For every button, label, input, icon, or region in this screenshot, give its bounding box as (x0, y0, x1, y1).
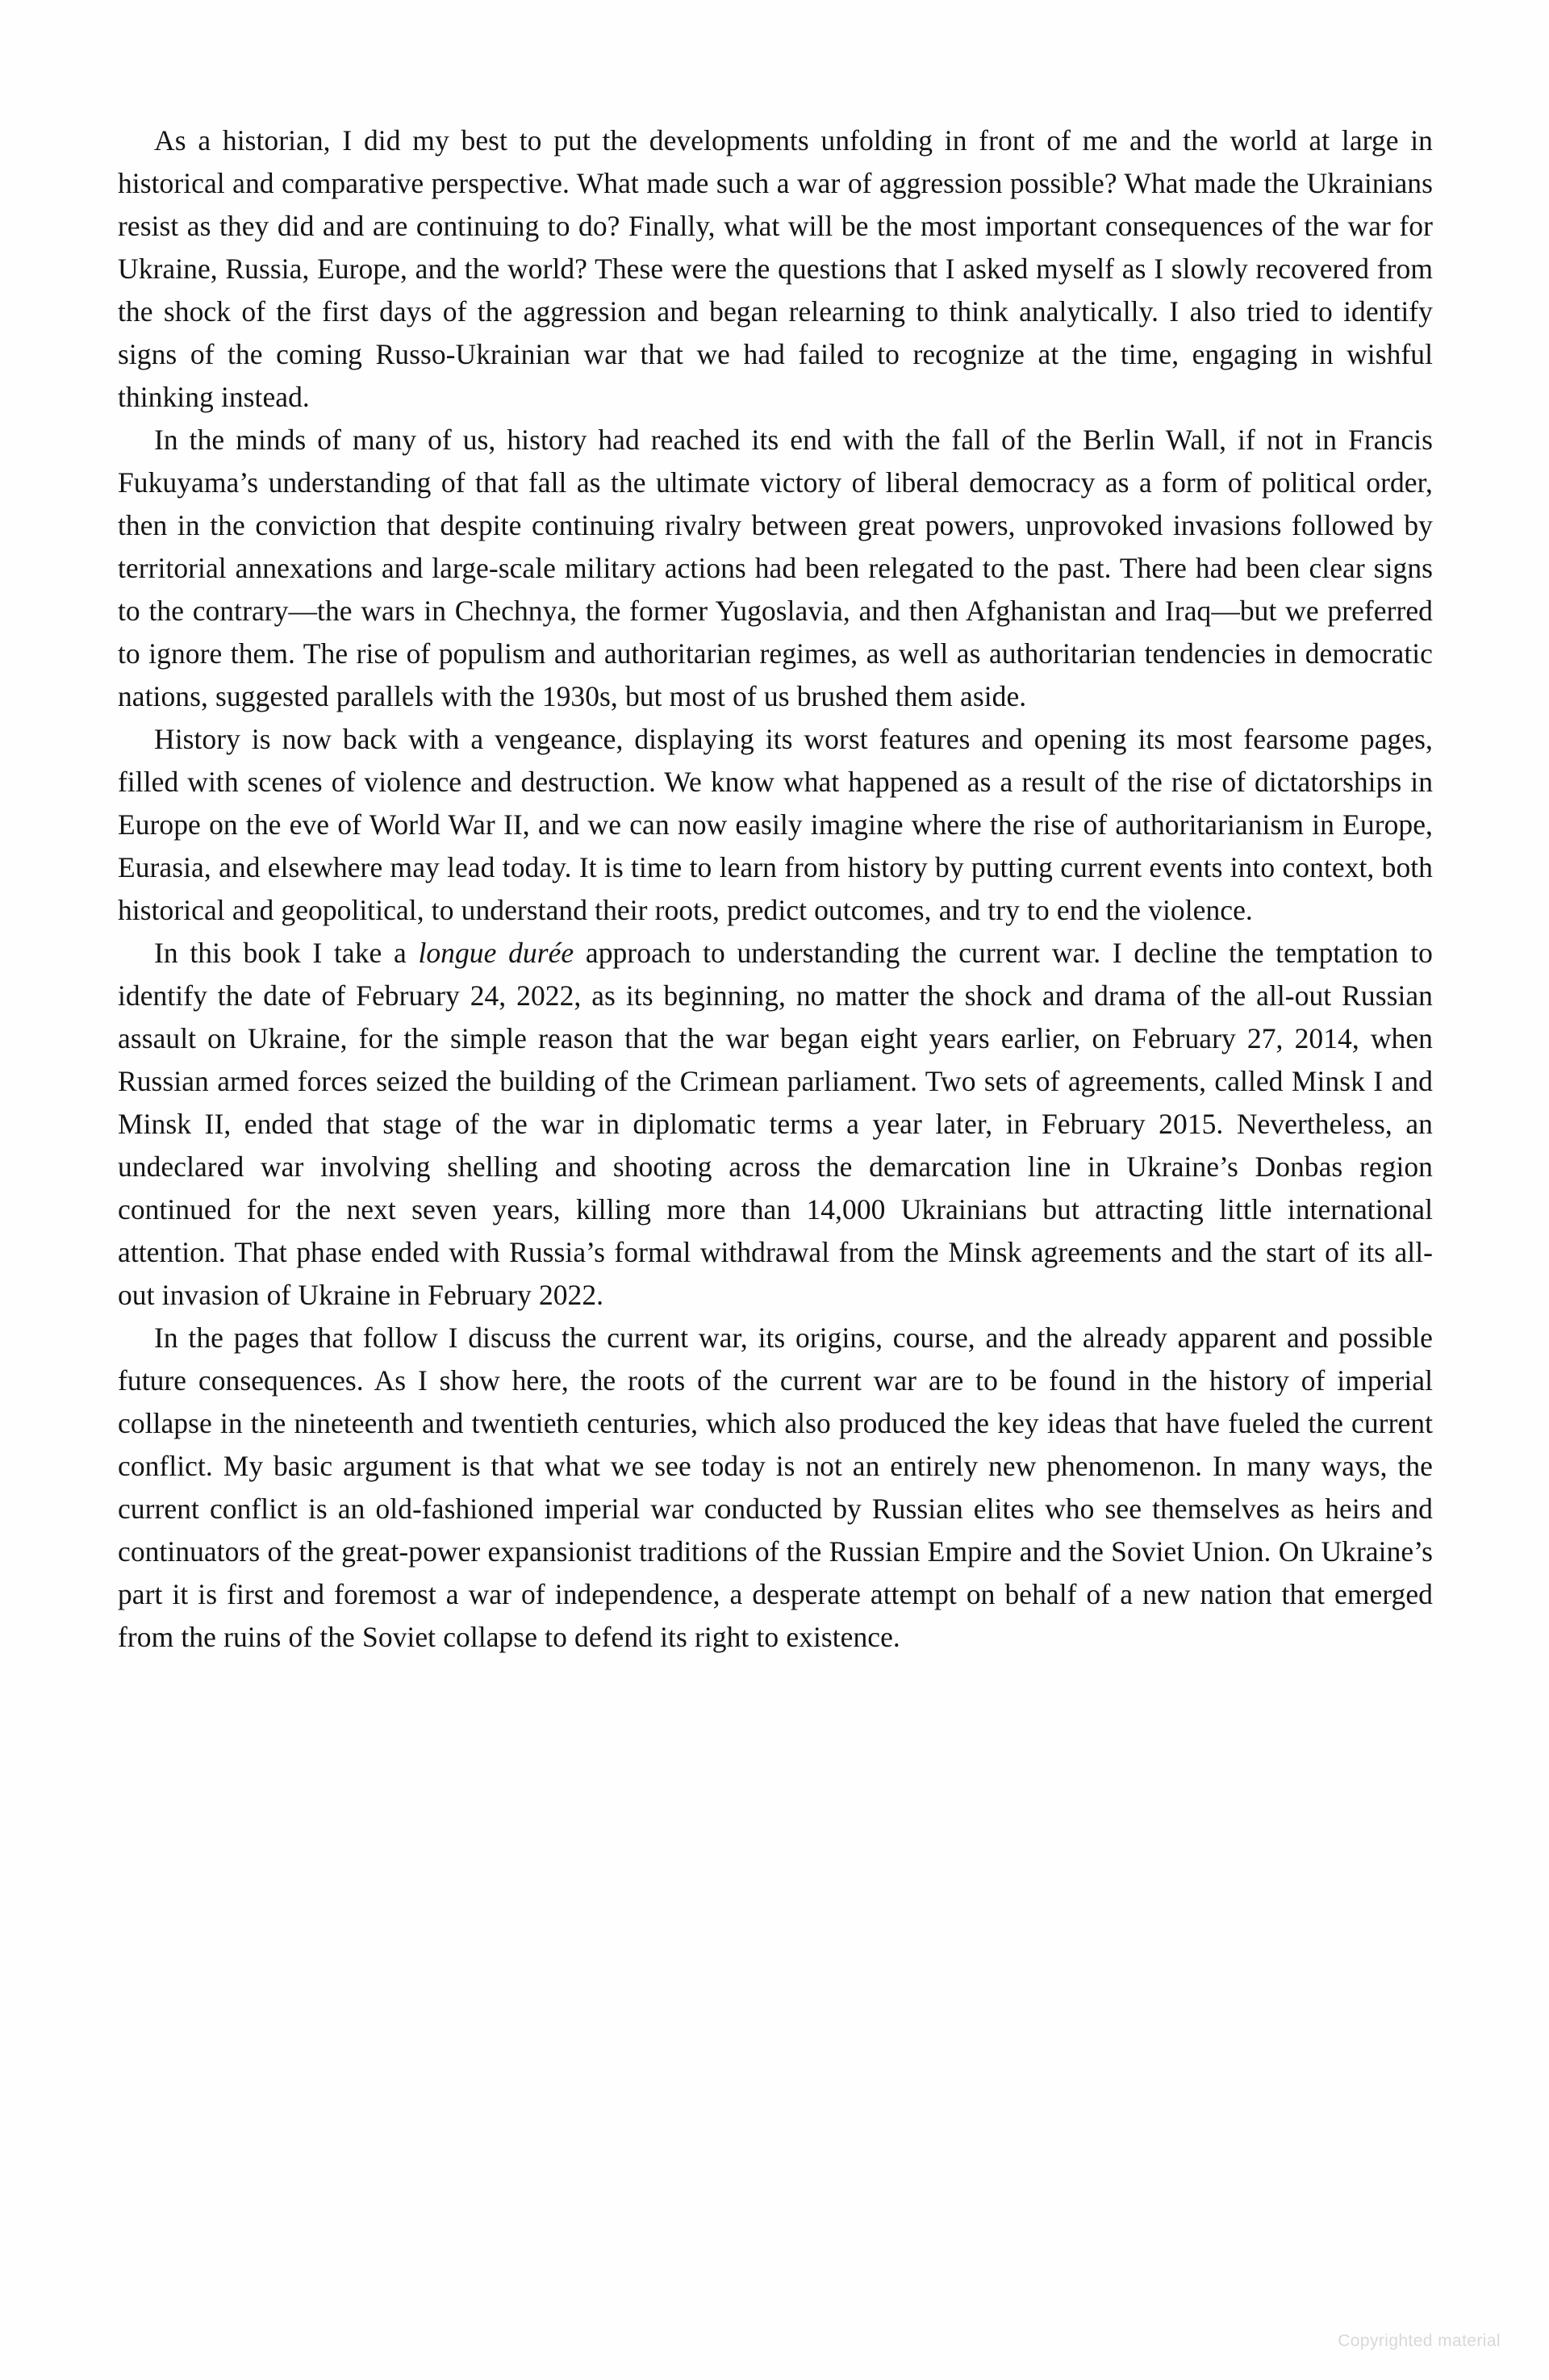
paragraph-4-italic-phrase: longue durée (418, 937, 574, 969)
paragraph-4-segment-lead: In this book I take a (154, 937, 419, 969)
paragraph-4-segment-tail: approach to understanding the current war. I decline the temptation to identify the date of February 24, 2022, as its beginning, no matter the shock and drama of the all-out Russian assault on Ukraine, for the simple reason that the war began eight years earlier, on February 27, 2014, when Russian armed forces seized the building of the Crimean parliament. Two sets of agreements, called Minsk I and Minsk II, ended that stage of the war in diplomatic terms a year later, in February 2015. Nevertheless, an undeclared war involving shelling and shooting across the demarcation line in Ukraine’s Donbas region continued for the next seven years, killing more than 14,000 Ukrainians but attracting little international attention. That phase ended with Russia’s formal withdrawal from the Minsk agreements and the start of its all-out invasion of Ukraine in February 2022. (118, 937, 1433, 1311)
paragraph-2: In the minds of many of us, history had reached its end with the fall of the Berlin Wall, if not in Francis Fukuyama’s understanding of that fall as the ultimate victory of liberal democracy as a form of political order, then in the conviction that despite continuing rivalry between great powers, unprovoked invasions followed by territorial annexations and large-scale military actions had been relegated to the past. There had been clear signs to the contrary—the wars in Chechnya, the former Yugoslavia, and then Afghanistan and Iraq—but we preferred to ignore them. The rise of populism and authoritarian regimes, as well as authoritarian tendencies in democratic nations, suggested parallels with the 1930s, but most of us brushed them aside. (118, 424, 1433, 712)
copyright-watermark: Copyrighted material (1338, 2332, 1501, 2350)
paragraph-4 (118, 932, 1433, 1317)
paragraph-1: As a historian, I did my best to put the developments unfolding in front of me and the world at large in historical and comparative perspective. What made such a war of aggression possible? What made the Ukrainians resist as they did and are continuing to do? Finally, what will be the most important consequences of the war for Ukraine, Russia, Europe, and the world? These were the questions that I asked myself as I slowly recovered from the shock of the first days of the aggression and began relearning to think analytically. I also tried to identify signs of the coming Russo-Ukrainian war that we had failed to recognize at the time, engaging in wishful thinking instead. (118, 124, 1433, 413)
paragraph-5: In the pages that follow I discuss the current war, its origins, course, and the already apparent and possible future consequences. As I show here, the roots of the current war are to be found in the history of imperial collapse in the nineteenth and twentieth centuries, which also produced the key ideas that have fueled the current conflict. My basic argument is that what we see today is not an entirely new phenomenon. In many ways, the current conflict is an old-fashioned imperial war conducted by Russian elites who see themselves as heirs and continuators of the great-power expansionist traditions of the Russian Empire and the Soviet Union. On Ukraine’s part it is first and foremost a war of independence, a desperate attempt on behalf of a new nation that emerged from the ruins of the Soviet collapse to defend its right to existence. (118, 1322, 1433, 1653)
paragraph-3: History is now back with a vengeance, displaying its worst features and opening its most fearsome pages, filled with scenes of violence and destruction. We know what happened as a result of the rise of dictatorships in Europe on the eve of World War II, and we can now easily imagine where the rise of authoritarianism in Europe, Eurasia, and elsewhere may lead today. It is time to learn from history by putting current events into context, both historical and geopolitical, to understand their roots, predict outcomes, and try to end the violence. (118, 723, 1433, 926)
text-column (118, 119, 1433, 1659)
